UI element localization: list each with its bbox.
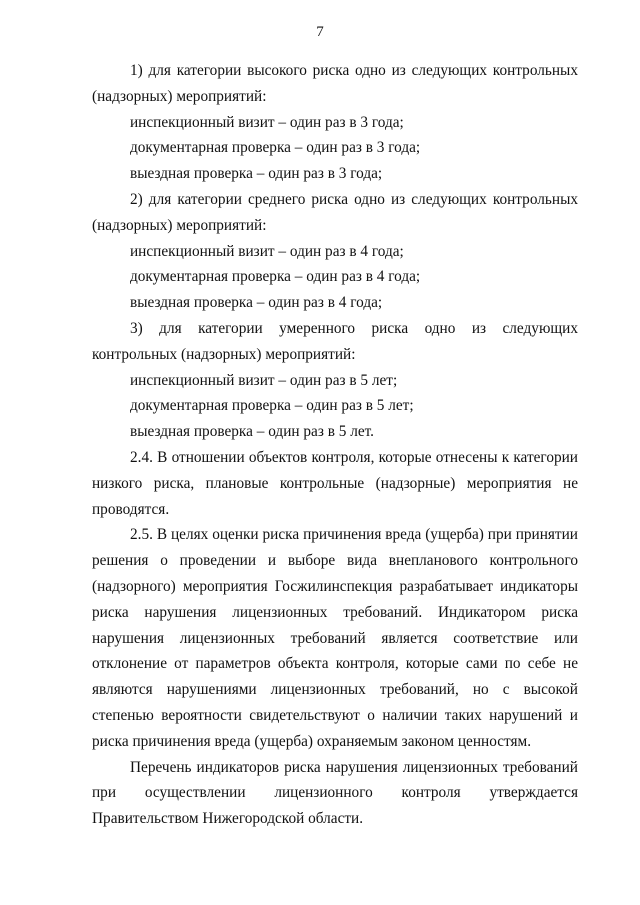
paragraph-medium-risk-documentary-check: документарная проверка – один раз в 4 года; — [130, 268, 421, 286]
paragraph-indicators-list-approval: Перечень индикаторов риска нарушения лицензионных требований при осуществлении лицензионного контроля утверждается — [92, 758, 578, 802]
paragraph-high-risk-field-check: выездная проверка – один раз в 3 года; — [130, 165, 383, 183]
paragraph-medium-risk-inspection-visit: инспекционный визит – один раз в 4 года; — [130, 242, 404, 260]
paragraph-2-4-low-risk: 2.4. В отношении объектов контроля, которые отнесены к категории низкого риска, плановые контрольные (надзорные) мероприятия не проводятся. — [92, 448, 578, 518]
paragraph-medium-risk-intro: 2) для категории среднего риска одно из следующих контрольных (надзорных) мероприятий: — [92, 190, 578, 234]
paragraph-moderate-risk-intro: 3) для категории умеренного риска одно из следующих контрольных (надзорных) мероприятий: — [92, 319, 578, 363]
page-number: 7 — [316, 24, 324, 40]
paragraph-high-risk-inspection-visit: инспекционный визит – один раз в 3 года; — [130, 113, 404, 131]
document-body — [92, 58, 578, 832]
paragraph-moderate-risk-inspection-visit: инспекционный визит – один раз в 5 лет; — [130, 371, 398, 389]
paragraph-2-5-risk-indicators: 2.5. В целях оценки риска причинения вреда (ущерба) при принятии решения о проведении и выборе вида внепланового контрольного (надзорного) мероприятия Госжилинспекция разрабатывает индикаторы риска нарушения лицензионных требований. Индикатором риска нарушения лицензионных требований является соответствие или отклонение от параметров объекта контроля, которые сами по себе не являются нарушениями лицензионных требований, но с высокой степенью вероятности свидетельствуют о наличии таких нарушений и риска причинения вреда (ущерба) охраняемым законом ценностям. — [92, 526, 578, 750]
paragraph-high-risk-intro: 1) для категории высокого риска одно из следующих контрольных (надзорных) мероприятий: — [92, 62, 578, 105]
paragraph-government-name: Правительством Нижегородской области. — [92, 810, 364, 828]
paragraph-medium-risk-field-check: выездная проверка – один раз в 4 года; — [130, 294, 383, 312]
paragraph-moderate-risk-field-check: выездная проверка – один раз в 5 лет. — [130, 423, 374, 441]
paragraph-moderate-risk-documentary-check: документарная проверка – один раз в 5 лет; — [130, 397, 414, 415]
paragraph-high-risk-documentary-check: документарная проверка – один раз в 3 года; — [130, 139, 421, 157]
